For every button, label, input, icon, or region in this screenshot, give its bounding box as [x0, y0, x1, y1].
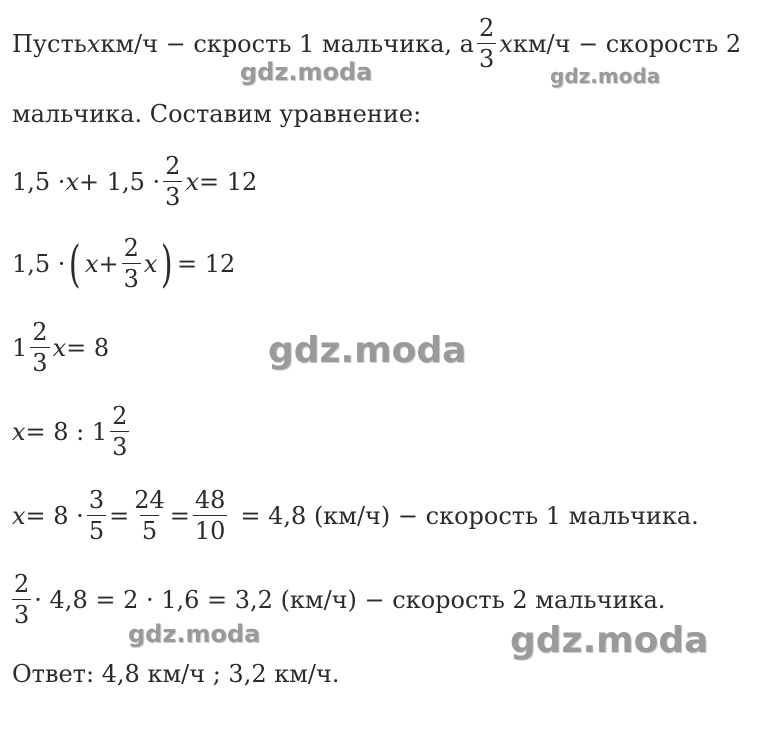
- var-x: x: [185, 167, 199, 196]
- numerator: 2: [112, 402, 128, 430]
- denominator: 3: [478, 45, 495, 73]
- watermark: gdz.moda: [510, 620, 709, 661]
- eq-text: = 12: [176, 249, 236, 278]
- eq-text: +: [98, 249, 119, 278]
- eq-text: · 4,8 = 2 · 1,6 = 3,2 (км/ч) − скорость 2 мальчика.: [34, 585, 666, 614]
- var-x: x: [143, 249, 158, 278]
- numerator: 48: [194, 486, 226, 514]
- eq-text: 1,5 ·: [12, 249, 66, 278]
- equation-4: [12, 404, 132, 459]
- equation-6: [12, 572, 665, 627]
- fraction: [163, 154, 182, 209]
- eq-text: 1,5 ·: [12, 167, 66, 196]
- intro-line-1: [12, 16, 741, 71]
- answer-line: [12, 660, 339, 688]
- numerator: 2: [32, 318, 48, 346]
- eq-text: = 4,8 (км/ч) − скорость 1 мальчика.: [240, 501, 699, 530]
- equation-1: [12, 154, 257, 209]
- eq-text: = 8 ·: [25, 501, 84, 530]
- denominator: 5: [141, 517, 158, 545]
- denominator: 3: [165, 183, 181, 211]
- equation-3: [12, 320, 109, 375]
- eq-text: = 8: [66, 333, 110, 362]
- eq-text: = 12: [198, 167, 258, 196]
- equation-5: [12, 488, 699, 543]
- fraction: [87, 488, 106, 543]
- denominator: 5: [88, 517, 105, 545]
- intro-text: Пусть: [12, 29, 87, 58]
- denominator: 3: [14, 601, 30, 629]
- var-x: x: [86, 29, 101, 58]
- denominator: 3: [32, 349, 48, 377]
- numerator: 24: [134, 486, 165, 514]
- equals-sign: =: [109, 501, 130, 530]
- fraction: [122, 236, 141, 291]
- fraction: [110, 404, 129, 459]
- numerator: 2: [14, 570, 30, 598]
- intro-text-2: км/ч − скрость 1 мальчика, а: [100, 29, 474, 58]
- right-paren: ): [161, 234, 174, 293]
- var-x: x: [52, 333, 67, 362]
- var-x: x: [12, 501, 26, 530]
- equation-2: [12, 236, 235, 291]
- eq-text: = 8 : 1: [25, 417, 108, 446]
- fraction: [30, 320, 49, 375]
- var-x: x: [84, 249, 99, 278]
- equals-sign: =: [169, 501, 190, 530]
- watermark: gdz.moda: [550, 64, 661, 88]
- eq-text: + 1,5 ·: [78, 167, 161, 196]
- denominator: 10: [194, 517, 226, 545]
- fraction: [132, 488, 167, 543]
- intro-text-4: мальчика. Составим уравнение:: [12, 100, 422, 128]
- var-x: x: [499, 29, 513, 58]
- intro-text-3: км/ч − скорость 2: [512, 29, 742, 58]
- numerator: 3: [88, 486, 105, 514]
- numerator: 2: [165, 152, 181, 180]
- fraction: [12, 572, 31, 627]
- answer-text: Ответ: 4,8 км/ч ; 3,2 км/ч.: [12, 660, 340, 688]
- watermark: gdz.moda: [128, 620, 261, 648]
- fraction: [193, 488, 228, 543]
- intro-line-2: [12, 100, 421, 128]
- numerator: 2: [123, 234, 139, 262]
- var-x: x: [65, 167, 79, 196]
- denominator: 3: [112, 433, 128, 461]
- fraction-two-thirds: [477, 16, 496, 71]
- var-x: x: [12, 417, 26, 446]
- watermark: gdz.moda: [240, 58, 373, 86]
- left-paren: (: [69, 234, 82, 293]
- numerator: 2: [478, 14, 495, 42]
- watermark: gdz.moda: [268, 330, 467, 371]
- whole-part: 1: [12, 333, 28, 362]
- denominator: 3: [123, 265, 139, 293]
